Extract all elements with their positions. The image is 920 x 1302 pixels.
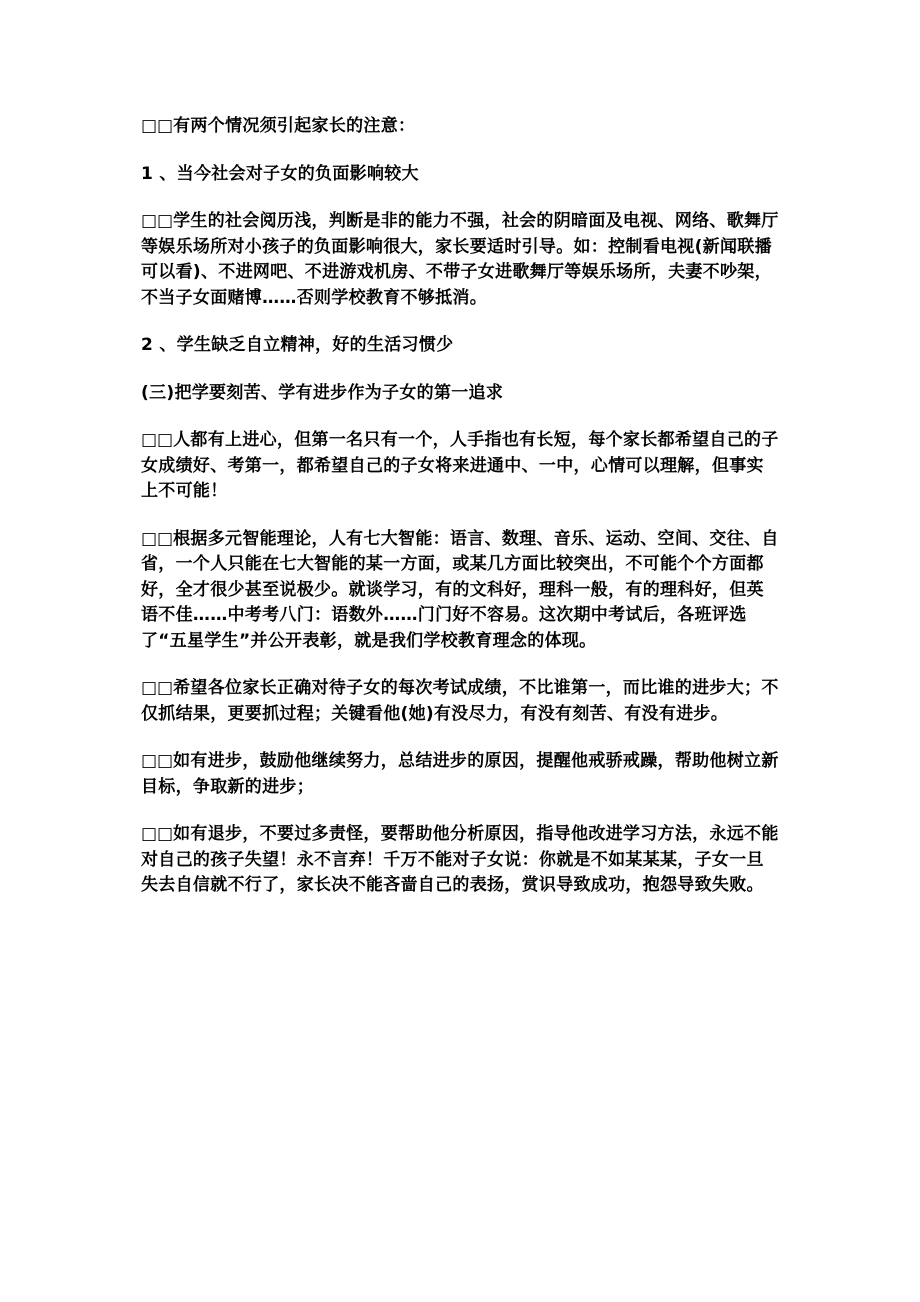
indent-marker: □□ xyxy=(141,824,174,844)
intro-paragraph xyxy=(141,114,781,140)
paragraph-5-text: 如有进步，鼓励他继续努力，总结进步的原因，提醒他戒骄戒躁，帮助他树立新目标，争取新的进步； xyxy=(141,751,779,797)
intro-text: 有两个情况须引起家长的注意： xyxy=(173,116,416,136)
paragraph-1 xyxy=(141,209,781,311)
paragraph-4-text: 希望各位家长正确对待子女的每次考试成绩，不比谁第一，而比谁的进步大；不仅抓结果，更要抓过程；关键看他(她)有没尽力，有没有刻苦、有没有进步。 xyxy=(141,678,779,724)
paragraph-2-text: 人都有上进心，但第一名只有一个，人手指也有长短，每个家长都希望自己的子女成绩好、考第一，都希望自己的子女将来进通中、一中，心情可以理解，但事实上不可能！ xyxy=(141,430,779,501)
paragraph-3 xyxy=(141,527,781,655)
paragraph-1-text: 学生的社会阅历浅，判断是非的能力不强，社会的阴暗面及电视、网络、歌舞厅等娱乐场所对小孩子的负面影响很大，家长要适时引导。如：控制看电视(新闻联播可以看)、不进网吧、不进游戏机房、不带子女进歌舞厅等娱乐场所，夫妻不吵架，不当子女面赌博……否则学校教育不够抵消。 xyxy=(141,211,779,308)
heading-2: 2 、学生缺乏自立精神，好的生活习惯少 xyxy=(141,335,454,355)
indent-marker: □□ xyxy=(141,211,174,231)
heading-3: (三)把学要刻苦、学有进步作为子女的第一追求 xyxy=(141,382,504,403)
indent-marker: □□ xyxy=(141,678,174,698)
paragraph-2 xyxy=(141,428,781,505)
indent-marker: □□ xyxy=(141,751,174,771)
paragraph-6-text: 如有退步，不要过多责怪，要帮助他分析原因，指导他改进学习方法，永远不能对自己的孩子失望！永不言弃！千万不能对子女说：你就是不如某某某，子女一旦失去自信就不行了，家长决不能吝啬自己的表扬，赏识导致成功，抱怨导致失败。 xyxy=(141,824,779,895)
paragraph-6 xyxy=(141,822,781,899)
indent-marker: □□ xyxy=(141,430,174,450)
indent-marker: □□ xyxy=(141,116,174,136)
paragraph-4 xyxy=(141,676,781,727)
paragraph-3-text: 根据多元智能理论，人有七大智能：语言、数理、音乐、运动、空间、交往、自省，一个人只能在七大智能的某一方面，或某几方面比较突出，不可能个个方面都好，全才很少甚至说极少。就谈学习，有的文科好，理科一般，有的理科好，但英语不佳……中考考八门：语数外……门门好不容易。这次期中考试后，各班评选了“五星学生”并公开表彰，就是我们学校教育理念的体现。 xyxy=(141,528,779,651)
paragraph-5 xyxy=(141,749,781,800)
heading-1: 1 、当今社会对子女的负面影响较大 xyxy=(141,163,419,184)
indent-marker: □□ xyxy=(141,528,174,549)
document-body xyxy=(141,114,781,921)
